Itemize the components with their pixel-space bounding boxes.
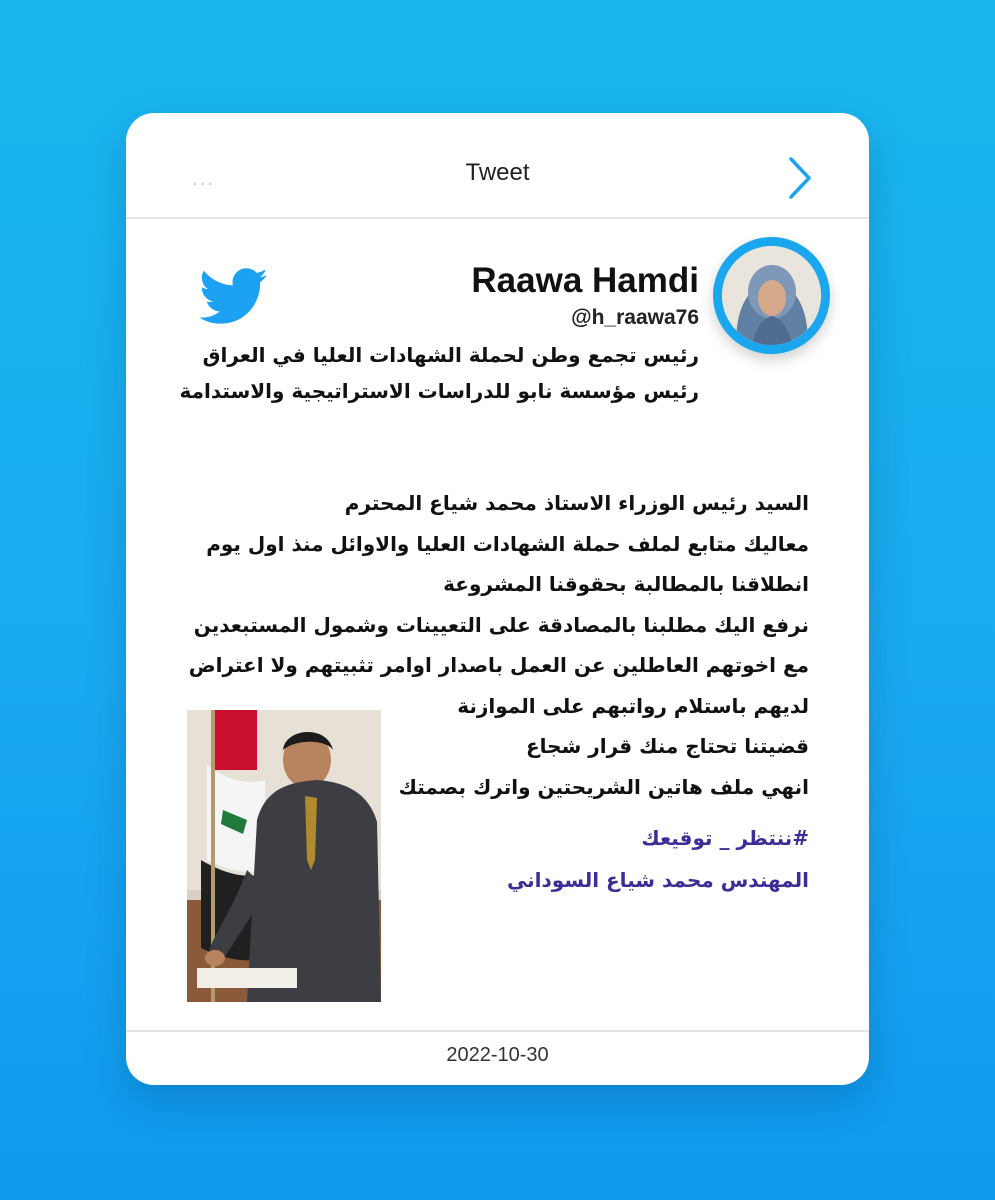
- hashtag-link[interactable]: #ننتظر _ توقيعك: [641, 826, 809, 850]
- tweet-line: معاليك متابع لملف حملة الشهادات العليا والاوائل منذ اول يوم: [206, 531, 809, 556]
- bio-line: رئيس مؤسسة نابو للدراسات الاستراتيجية والاستدامة: [179, 379, 699, 403]
- chevron-right-icon[interactable]: [781, 153, 817, 203]
- divider: [126, 1030, 869, 1032]
- bio-line: رئيس تجمع وطن لحملة الشهادات العليا في العراق: [202, 343, 699, 367]
- avatar[interactable]: [713, 237, 830, 354]
- tweet-line: نرفع اليك مطلبنا بالمصادقة على التعيينات وشمول المستبعدين: [193, 612, 809, 637]
- tweet-tags: [507, 817, 809, 901]
- tweet-line: انهي ملف هاتين الشريحتين واترك بصمتك: [398, 774, 809, 799]
- more-options-button[interactable]: ...: [192, 169, 216, 190]
- tweet-line: قضيتنا تحتاج منك قرار شجاع: [526, 734, 809, 758]
- tweet-line: لديهم باستلام رواتبهم على الموازنة: [457, 693, 809, 718]
- page-title: Tweet: [465, 159, 530, 186]
- signing-photo: [187, 710, 381, 1002]
- profile-handle[interactable]: @h_raawa76: [571, 306, 699, 329]
- tweet-line: انطلاقنا بالمطالبة بحقوقنا المشروعة: [443, 572, 809, 596]
- profile-bio: [180, 337, 699, 409]
- tweet-card: [126, 113, 869, 1085]
- twitter-bird-icon: [199, 268, 269, 326]
- signature-text: المهندس محمد شياع السوداني: [506, 868, 809, 892]
- profile-name[interactable]: Raawa Hamdi: [471, 261, 699, 300]
- avatar-photo: [722, 246, 821, 345]
- tweet-header: [126, 113, 869, 219]
- tweet-line: السيد رئيس الوزراء الاستاذ محمد شياع المحترم: [344, 491, 809, 515]
- tweet-date: 2022-10-30: [446, 1044, 549, 1066]
- tweet-line: مع اخوتهم العاطلين عن العمل باصدار اوامر تثبيتهم ولا اعتراض: [188, 653, 809, 677]
